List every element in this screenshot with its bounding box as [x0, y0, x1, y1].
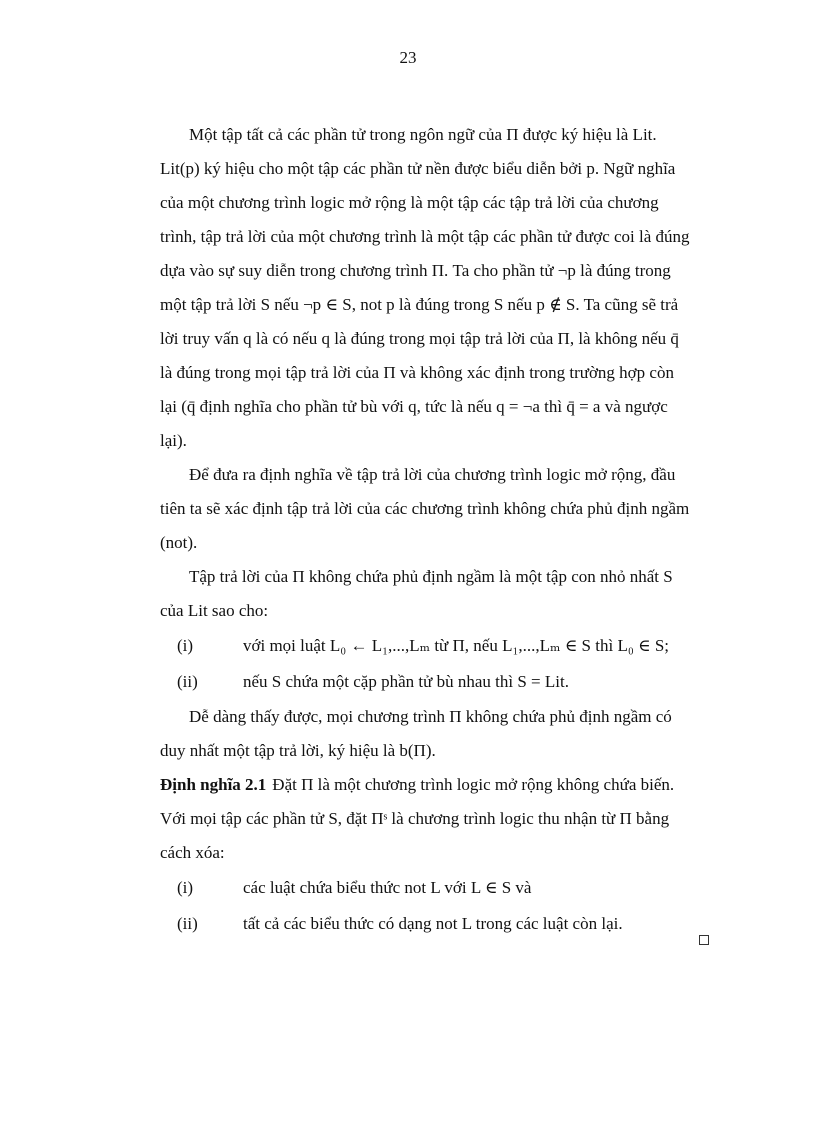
paragraph-line: Một tập tất cả các phần tử trong ngôn ngữ của Π được ký hiệu là Lit. [189, 125, 657, 144]
list-item-text: nếu S chứa một cặp phần tử bù nhau thì S = Lit. [243, 672, 569, 691]
end-of-definition-square-icon [699, 935, 709, 945]
list-item-text: với mọi luật L₀ ← L₁,...,Lₘ từ Π, nếu L₁,...,Lₘ ∈ S thì L₀ ∈ S; [243, 636, 670, 655]
definition-text: Đặt Π là một chương trình logic mở rộng không chứa biến. [272, 775, 675, 794]
paragraph-line: của một chương trình logic mở rộng là một tập các tập trả lời của chương [160, 193, 659, 212]
page-body [160, 118, 713, 942]
list-item [160, 870, 713, 906]
page-number: 23 [399, 48, 417, 67]
definition-line: Với mọi tập các phần tử S, đặt Πˢ là chương trình logic thu nhận từ Π bằng [160, 809, 670, 828]
paragraph-line: lời truy vấn q là có nếu q là đúng trong mọi tập trả lời của Π, là không nếu q̄ [160, 329, 679, 348]
paragraph-line: một tập trả lời S nếu ¬p ∈ S, not p là đúng trong S nếu p ∉ S. Ta cũng sẽ trả [160, 295, 679, 314]
list-item [160, 664, 713, 700]
paragraph-line: dựa vào sự suy diễn trong chương trình Π. Ta cho phần tử ¬p là đúng trong [160, 261, 671, 280]
list-item-text: các luật chứa biểu thức not L với L ∈ S và [243, 878, 532, 897]
paragraph-line: tiên ta sẽ xác định tập trả lời của các chương trình không chứa phủ định ngầm [160, 499, 690, 518]
paragraph-line: lại (q̄ định nghĩa cho phần tử bù với q, tức là nếu q = ¬a thì q̄ = a và ngược [160, 397, 668, 416]
paragraph-line: (not). [160, 533, 198, 552]
paragraph-line: của Lit sao cho: [160, 601, 269, 620]
definition-heading: Định nghĩa 2.1 [160, 775, 267, 794]
paragraph-line: là đúng trong mọi tập trả lời của Π và không xác định trong trường hợp còn [160, 363, 674, 382]
definition-line: cách xóa: [160, 843, 225, 862]
paragraph-line: Tập trả lời của Π không chứa phủ định ngầm là một tập con nhỏ nhất S [189, 567, 673, 586]
paragraph-line: trình, tập trả lời của một chương trình là một tập các phần tử được coi là đúng [160, 227, 690, 246]
paragraph-line: lại). [160, 431, 187, 450]
list-item [160, 906, 713, 942]
list-item-text: tất cả các biểu thức có dạng not L trong các luật còn lại. [243, 914, 623, 933]
paragraph-line: duy nhất một tập trả lời, ký hiệu là b(Π). [160, 741, 436, 760]
list-item [160, 628, 713, 664]
paragraph-line: Để đưa ra định nghĩa về tập trả lời của chương trình logic mở rộng, đầu [189, 465, 676, 484]
list-item-label: (i) [177, 636, 194, 655]
paragraph-line: Dễ dàng thấy được, mọi chương trình Π không chứa phủ định ngầm có [189, 707, 672, 726]
list-item-label: (ii) [177, 914, 198, 933]
paragraph-line: Lit(p) ký hiệu cho một tập các phần tử nền được biểu diễn bởi p. Ngữ nghĩa [160, 159, 676, 178]
list-item-label: (ii) [177, 672, 198, 691]
list-item-label: (i) [177, 878, 194, 897]
definition-line [160, 768, 713, 802]
